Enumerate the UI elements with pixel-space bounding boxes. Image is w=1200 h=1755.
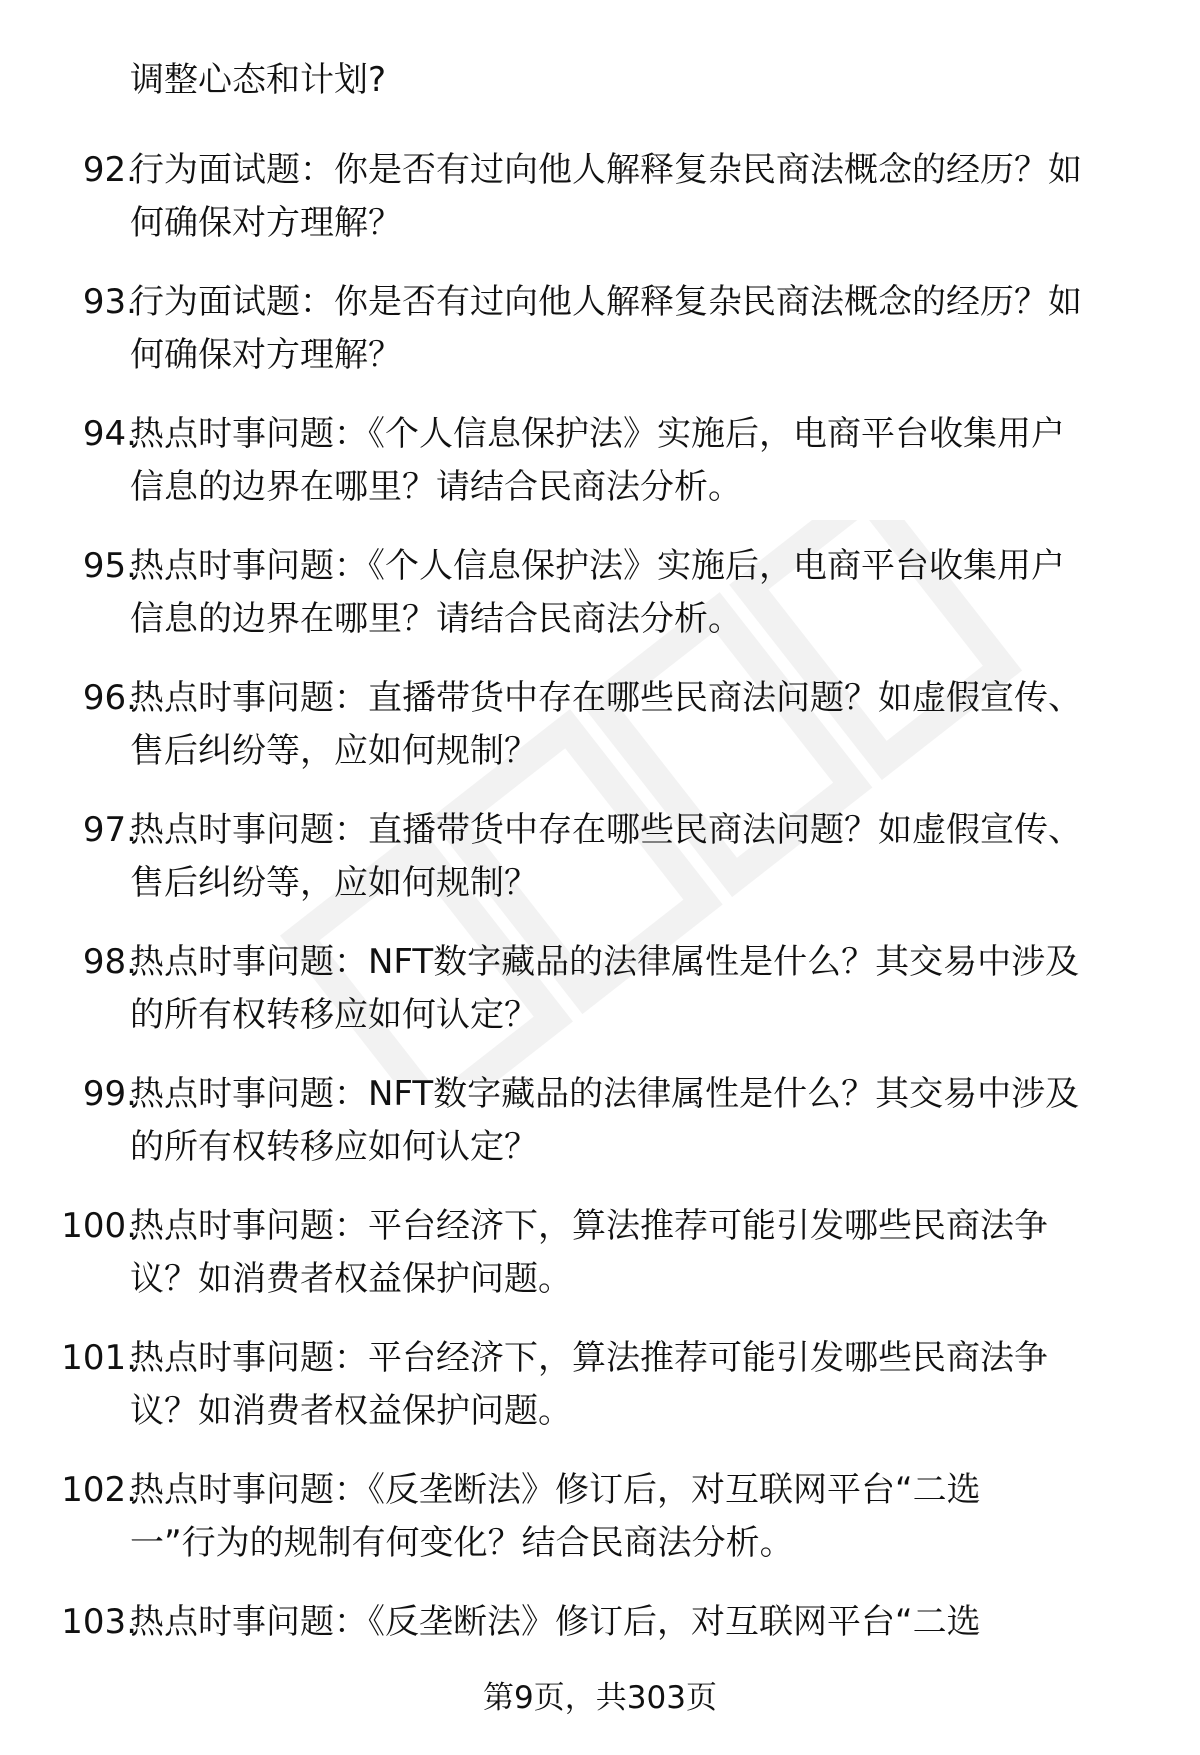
- item-text-line: 一”行为的规制有何变化？结合民商法分析。: [130, 1523, 794, 1563]
- question-list: [0, 148, 1200, 1732]
- item-text-line: 热点时事问题：《反垄断法》修订后，对互联网平台“二选: [130, 1470, 981, 1510]
- item-text-line: 热点时事问题：直播带货中存在哪些民商法问题？如虚假宣传、: [130, 810, 1082, 850]
- item-number: 95.: [82, 546, 137, 586]
- item-text-line: 热点时事问题：《个人信息保护法》实施后，电商平台收集用户: [130, 546, 1065, 586]
- item-text-line: 议？如消费者权益保护问题。: [130, 1391, 572, 1431]
- item-number: 96.: [82, 678, 137, 718]
- item-number: 94.: [82, 414, 137, 454]
- item-text: [130, 672, 1140, 778]
- item-number: 99.: [82, 1074, 137, 1114]
- item-text-line: 热点时事问题：NFT数字藏品的法律属性是什么？其交易中涉及: [130, 1074, 1080, 1114]
- list-item: [0, 940, 1200, 1072]
- item-number: 98.: [82, 942, 137, 982]
- item-text: [130, 408, 1140, 514]
- item-number: 92.: [82, 150, 137, 190]
- item-text: [130, 540, 1140, 646]
- list-item: [0, 1336, 1200, 1468]
- item-text-line: 热点时事问题：《个人信息保护法》实施后，电商平台收集用户: [130, 414, 1065, 454]
- item-text: [130, 1332, 1140, 1438]
- continuation-line: 调整心态和计划?: [130, 60, 387, 100]
- item-number: 103.: [61, 1602, 137, 1642]
- item-text: [130, 276, 1140, 382]
- list-item: [0, 544, 1200, 676]
- item-text-line: 何确保对方理解？: [130, 335, 402, 375]
- item-text-line: 热点时事问题：平台经济下，算法推荐可能引发哪些民商法争: [130, 1206, 1048, 1246]
- item-text-line: 何确保对方理解？: [130, 203, 402, 243]
- item-text-line: 行为面试题：你是否有过向他人解释复杂民商法概念的经历？如: [130, 150, 1082, 190]
- item-text-line: 行为面试题：你是否有过向他人解释复杂民商法概念的经历？如: [130, 282, 1082, 322]
- item-text-line: 热点时事问题：NFT数字藏品的法律属性是什么？其交易中涉及: [130, 942, 1080, 982]
- item-text-line: 售后纠纷等，应如何规制？: [130, 863, 538, 903]
- list-item: [0, 1072, 1200, 1204]
- item-text-line: 热点时事问题：《反垄断法》修订后，对互联网平台“二选: [130, 1602, 981, 1642]
- item-text: [130, 1068, 1140, 1174]
- item-text: [130, 1200, 1140, 1306]
- item-text-line: 的所有权转移应如何认定？: [130, 995, 538, 1035]
- list-item: [0, 808, 1200, 940]
- item-number: 100.: [61, 1206, 137, 1246]
- item-text-line: 信息的边界在哪里？请结合民商法分析。: [130, 599, 742, 639]
- item-text-line: 热点时事问题：平台经济下，算法推荐可能引发哪些民商法争: [130, 1338, 1048, 1378]
- list-item: [0, 1468, 1200, 1600]
- list-item: [0, 280, 1200, 412]
- item-text: [130, 144, 1140, 250]
- item-number: 102.: [61, 1470, 137, 1510]
- item-text-line: 售后纠纷等，应如何规制？: [130, 731, 538, 771]
- list-item: [0, 676, 1200, 808]
- list-item: [0, 148, 1200, 280]
- item-text: [130, 1464, 1140, 1570]
- item-number: 97.: [82, 810, 137, 850]
- item-number: 101.: [61, 1338, 137, 1378]
- item-text-line: 热点时事问题：直播带货中存在哪些民商法问题？如虚假宣传、: [130, 678, 1082, 718]
- item-number: 93.: [82, 282, 137, 322]
- item-text-line: 信息的边界在哪里？请结合民商法分析。: [130, 467, 742, 507]
- item-text-line: 的所有权转移应如何认定？: [130, 1127, 538, 1167]
- item-text: [130, 1596, 1140, 1649]
- list-item: [0, 412, 1200, 544]
- page-footer: 第9页，共303页: [483, 1680, 717, 1716]
- item-text: [130, 936, 1140, 1042]
- list-item: [0, 1204, 1200, 1336]
- item-text-line: 议？如消费者权益保护问题。: [130, 1259, 572, 1299]
- item-text: [130, 804, 1140, 910]
